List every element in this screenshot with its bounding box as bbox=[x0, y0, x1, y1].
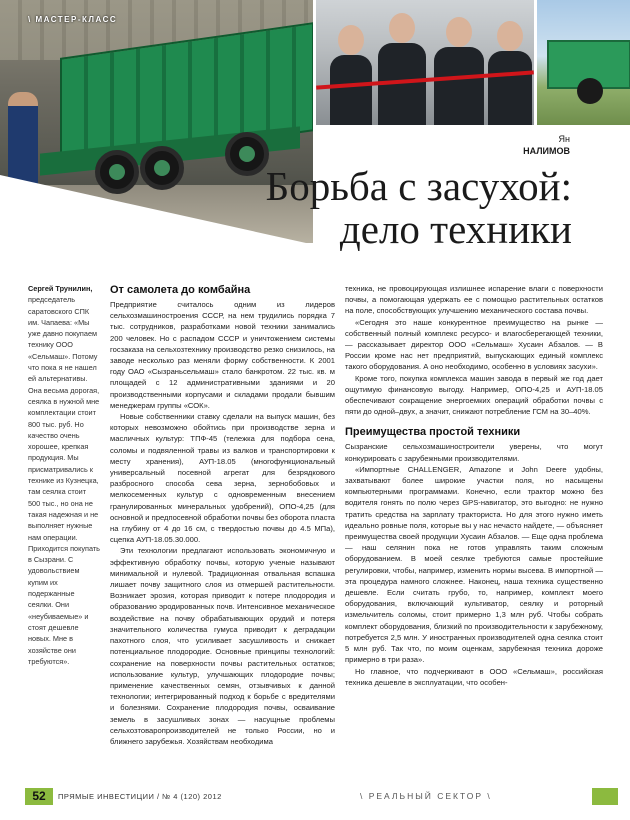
paragraph: «Сегодня это наше конкурентное преимущество на рынке — собственный полный комплекс ресурсо- и влагосберегающей техники, — рассказывает директор ООО «Сельмаш» Хусаин Абзалов. — В России кроме нас нет предприятий, выпускающих единый комплекс такого оборудования. А оно необходимо, особенно в условиях засухи». bbox=[345, 317, 603, 372]
quote-author: Сергей Трунилин, bbox=[28, 284, 93, 293]
article-column-1 bbox=[110, 283, 335, 747]
headline-line-1: Борьба с засухой: bbox=[265, 163, 572, 209]
paragraph: Предприятие считалось одним из лидеров сельхозмашиностроения СССР, на нем трудились порядка 7 тыс. сотрудников, разработками новой техники занимались 200 человек. Но с распадом СССР и уничтожением системы госзаказа на сельхозтехнику производство резко снизилось, на заводе несколько раз меняли форму собственности. К 2001 году ОАО «Сызраньсельмаш» стало банкротом. 22 тыс. кв. м площадей с 12 административными зданиями и 20 производственными корпусами и складами продали бывшим менеджерам группы «СОК». bbox=[110, 300, 335, 410]
paragraph: техника, не провоцирующая излишнее испарение влаги с поверхности почвы, а помогающая удержать ее с помощью растительных остатков на поле, способствующих улучшению механического состава почвы. bbox=[345, 284, 603, 316]
article-column-2 bbox=[345, 283, 603, 688]
headline-line-2: дело техники bbox=[339, 206, 572, 252]
paragraph: Кроме того, покупка комплекса машин завода в первый же год дает ощутимую финансовую выгоду. Например, ОПО-4,25 и АУП-18.05 обеспечивают сокращение энергоемких операций обработки почвы с пяти до одной–двух, а значит, снижают потребление ГСМ на 30–40%. bbox=[345, 373, 603, 417]
author-first-name: Ян bbox=[558, 134, 570, 144]
section-heading: От самолета до комбайна bbox=[110, 284, 251, 296]
paragraph: «Импортные CHALLENGER, Amazone и John Deere удобны, захватывают более широкие участки поля, но насыщены компьютерными программами. Конечно, если трактор можно без водителя гонять по полю через GPS-навигатор, это выгодно: не нужно тратить средства на зарплату тракториста. Но для этого нужно иметь идеально ровные поля, которые вы у нас нечасто найдете, — объясняет преимущества своей продукции Хусаин Абзалов. — Еще одна проблема — наш селянин пока не готов управлять таким сложным оборудованием. В моей сеялке требуются самые простейшие регулировки, чтобы, например, изменить нормы высева. В импортной — эта процедура намного сложнее. Наконец, наша техника существенно дешевле. Если считать грубо, то, например, комплект моего оборудования, включающий культиватор, сеялку и роторный измельчитель соломы, стоит примерно 1,3 млн руб. Чтобы собрать комплект оборудования, близкий по производительности к зарубежному, потребуется 2,5 млн. У иностранных производителей одна сеялка стоит 5 млн руб. Так что, по моим оценкам, зарубежная техника дороже примерно в три раза». bbox=[345, 464, 603, 665]
quote-text: председатель саратовского СПК им. Чапаева: «Мы уже давно покупаем технику ООО «Сельмаш». Потому что пока я не нашел ей альтернативы. Она весьма дорогая, сеялка в нужной мне комплектации стоит 800 тыс. руб. Но качество очень хорошее, крепкая продукция. Мы присматривались к технике из Кузнецка, там сеялка стоит 500 тыс., но она не такая надежная и не выполняет нужные нам операции. Приходится покупать в Сызрани. С удовольствием купим их подержанные сеялки. Они «неубиваемые» и стоят дешевле новых. Мне в хозяйстве они требуются». bbox=[28, 295, 100, 666]
person-figure bbox=[330, 55, 372, 125]
section-tag: \ МАСТЕР-КЛАСС bbox=[28, 15, 118, 24]
worker-figure bbox=[8, 92, 38, 187]
trailer-wheel bbox=[140, 146, 184, 190]
section-name: \ РЕАЛЬНЫЙ СЕКТОР \ bbox=[360, 791, 492, 801]
article-headline bbox=[266, 165, 572, 251]
photo-ribbon-cutting bbox=[316, 0, 534, 125]
person-figure bbox=[488, 51, 532, 125]
sidebar-quote bbox=[28, 283, 100, 667]
paragraph: Сызранские сельхозмашиностроители уверены, что могут конкурировать с зарубежными производителями. bbox=[345, 442, 603, 463]
paragraph: Новые собственники ставку сделали на выпуск машин, без которых невозможно обойтись при производстве зерна и масличных культур: ТПФ-45 (тележка для подбора сена, соломы и подвяленной травы из валков и транспортировки к месту хранения), АУП-18.05 (многофункциональный универсальный посевной агрегат для безрядкового разбросного способа сева зерна, зернобобовых и мелкосеменных культур с одновременным внесением гранулированных минеральных удобрений), ОПО-4,25 (для основной и предпосевной обработки почвы без оборота пласта на глубину от 4 до 16 см, с твердостью почвы до 4.5 МПа), сцепка АУП-18.05.30.000. bbox=[110, 412, 335, 545]
author-byline bbox=[523, 133, 570, 157]
photo-field-machine bbox=[537, 0, 630, 125]
paragraph: Эти технологии предлагают использовать экономичную и эффективную обработку почвы, которую ученые называют минимальной и нулевой. Традиционная отвальная вспашка лишает почву защитного слоя из отмершей растительности. Возникает эрозия, которая приводит к потере плодородия и образованию эродированных почв. Интенсивное механическое воздействие на почву обрабатывающих орудий и потеря значительного количества гумуса приводит к деградации пахотного слоя, что усиливает засушливость и снижает потенциальное плодородие. Основные принципы технологий: сохранение на поверхности почвы растительных остатков; использование культур, улучшающих плодородие почвы; применение качественных семян, отзывчивых к данной технологии; интегрированный подход к борьбе с вредителями и болезнями. Сохранение плодородия почвы, осваивание земель в засушливых зонах — насущные проблемы сельхозтоваропроизводителей не только России, но и ближнего зарубежья. Хозяйствам необходима bbox=[110, 546, 335, 746]
page-number: 52 bbox=[25, 788, 53, 805]
paragraph: Но главное, что подчеркивают в ООО «Сельмаш», российская техника дешевле в эксплуатации, что особен- bbox=[345, 666, 603, 687]
magazine-issue: ПРЯМЫЕ ИНВЕСТИЦИИ / № 4 (120) 2012 bbox=[58, 792, 222, 801]
trailer-wheel bbox=[225, 132, 269, 176]
person-figure bbox=[434, 47, 484, 125]
author-last-name: НАЛИМОВ bbox=[523, 146, 570, 156]
footer-accent-block bbox=[592, 788, 618, 805]
machine-wheel bbox=[577, 78, 603, 104]
section-heading: Преимущества простой техники bbox=[345, 426, 521, 439]
trailer-wheel bbox=[95, 150, 139, 194]
